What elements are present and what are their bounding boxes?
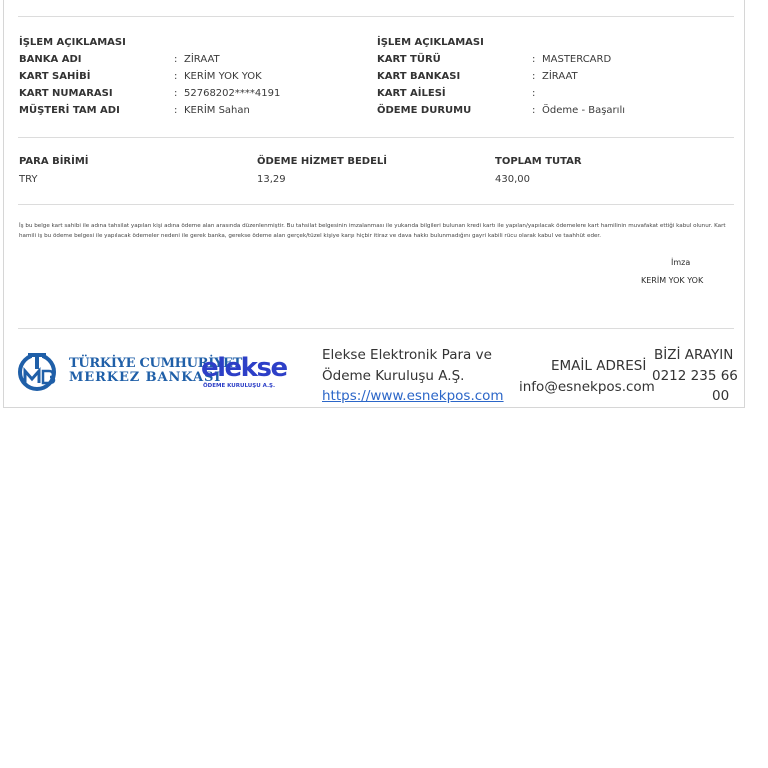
bank-name-value: ZİRAAT xyxy=(184,54,220,65)
card-type-label: KART TÜRÜ xyxy=(377,54,441,65)
service-fee-value: 13,29 xyxy=(257,174,286,185)
elekse-wordmark: elekse xyxy=(201,353,287,383)
card-family-colon: : xyxy=(532,88,536,99)
left-block-heading: İŞLEM AÇIKLAMASI xyxy=(19,37,126,48)
signer-name: KERİM YOK YOK xyxy=(641,276,704,285)
payment-status-label: ÖDEME DURUMU xyxy=(377,105,472,116)
amounts-divider xyxy=(18,204,734,205)
card-bank-colon: : xyxy=(532,71,536,82)
card-family-label: KART AİLESİ xyxy=(377,88,446,99)
customer-name-value: KERİM Sahan xyxy=(184,105,250,116)
company-name-line2: Ödeme Kuruluşu A.Ş. xyxy=(322,368,465,384)
service-fee-label: ÖDEME HİZMET BEDELİ xyxy=(257,156,387,167)
elekse-subtitle: ÖDEME KURULUŞU A.Ş. xyxy=(203,383,276,389)
customer-name-label: MÜŞTERİ TAM ADI xyxy=(19,105,120,116)
tcmb-name-line2: MERKEZ BANKASI xyxy=(69,370,222,385)
phone-value-line1[interactable]: 0212 235 66 xyxy=(652,368,738,384)
card-bank-value: ZİRAAT xyxy=(542,71,578,82)
company-name-line1: Elekse Elektronik Para ve xyxy=(322,347,492,363)
total-amount-label: TOPLAM TUTAR xyxy=(495,156,582,167)
bank-name-label: BANKA ADI xyxy=(19,54,82,65)
email-value[interactable]: info@esnekpos.com xyxy=(519,379,655,395)
phone-value-line2[interactable]: 00 xyxy=(712,388,730,404)
tcmb-emblem-icon xyxy=(17,351,61,391)
phone-label: BİZİ ARAYIN xyxy=(654,347,734,363)
payment-status-value: Ödeme - Başarılı xyxy=(542,105,626,116)
card-number-label: KART NUMARASI xyxy=(19,88,113,99)
elekse-logo xyxy=(201,355,287,395)
payment-receipt xyxy=(3,0,745,408)
email-label: EMAİL ADRESİ xyxy=(551,358,647,374)
bank-name-colon: : xyxy=(174,54,178,65)
card-number-colon: : xyxy=(174,88,178,99)
tcmb-name-line1: TÜRKİYE CUMHURİYET xyxy=(69,356,242,371)
signature-label: İmza xyxy=(671,258,691,267)
customer-name-colon: : xyxy=(174,105,178,116)
payment-status-colon: : xyxy=(532,105,536,116)
total-amount-value: 430,00 xyxy=(495,174,530,185)
card-holder-colon: : xyxy=(174,71,178,82)
card-type-value: MASTERCARD xyxy=(542,54,612,65)
top-divider xyxy=(18,16,734,17)
card-number-value: 52768202****4191 xyxy=(184,88,281,99)
company-website-link[interactable]: https://www.esnekpos.com xyxy=(322,388,504,404)
info-divider xyxy=(18,137,734,138)
currency-label: PARA BİRİMİ xyxy=(19,156,89,167)
card-holder-label: KART SAHİBİ xyxy=(19,71,91,82)
card-bank-label: KART BANKASI xyxy=(377,71,461,82)
card-type-colon: : xyxy=(532,54,536,65)
currency-value: TRY xyxy=(19,174,38,185)
card-holder-value: KERİM YOK YOK xyxy=(184,71,262,82)
disclaimer-text: İş bu belge kart sahibi ile adına tahsilat yapılan kişi adına ödeme alan arasında düzenlenmiştir. Bu tahsilat belgesinin imzalanması ile yukarıda bilgileri bulunan kredi kartı ile yapılan/yapılacak ödemelere kart hamilinin muvafakat ettiği kabul olunur. Kart hamili iş bu ödeme belgesi ile yapılacak ödemeler nedeni ile gerek banka, gerekse ödeme alan gerçek/tüzel kişiye karşı hiçbir itiraz ve dava hakkı bulunmadığını gayri kabili rücu olarak kabul ve taahhüt eder. xyxy=(19,223,726,239)
footer-divider xyxy=(18,328,734,329)
right-block-heading: İŞLEM AÇIKLAMASI xyxy=(377,37,484,48)
